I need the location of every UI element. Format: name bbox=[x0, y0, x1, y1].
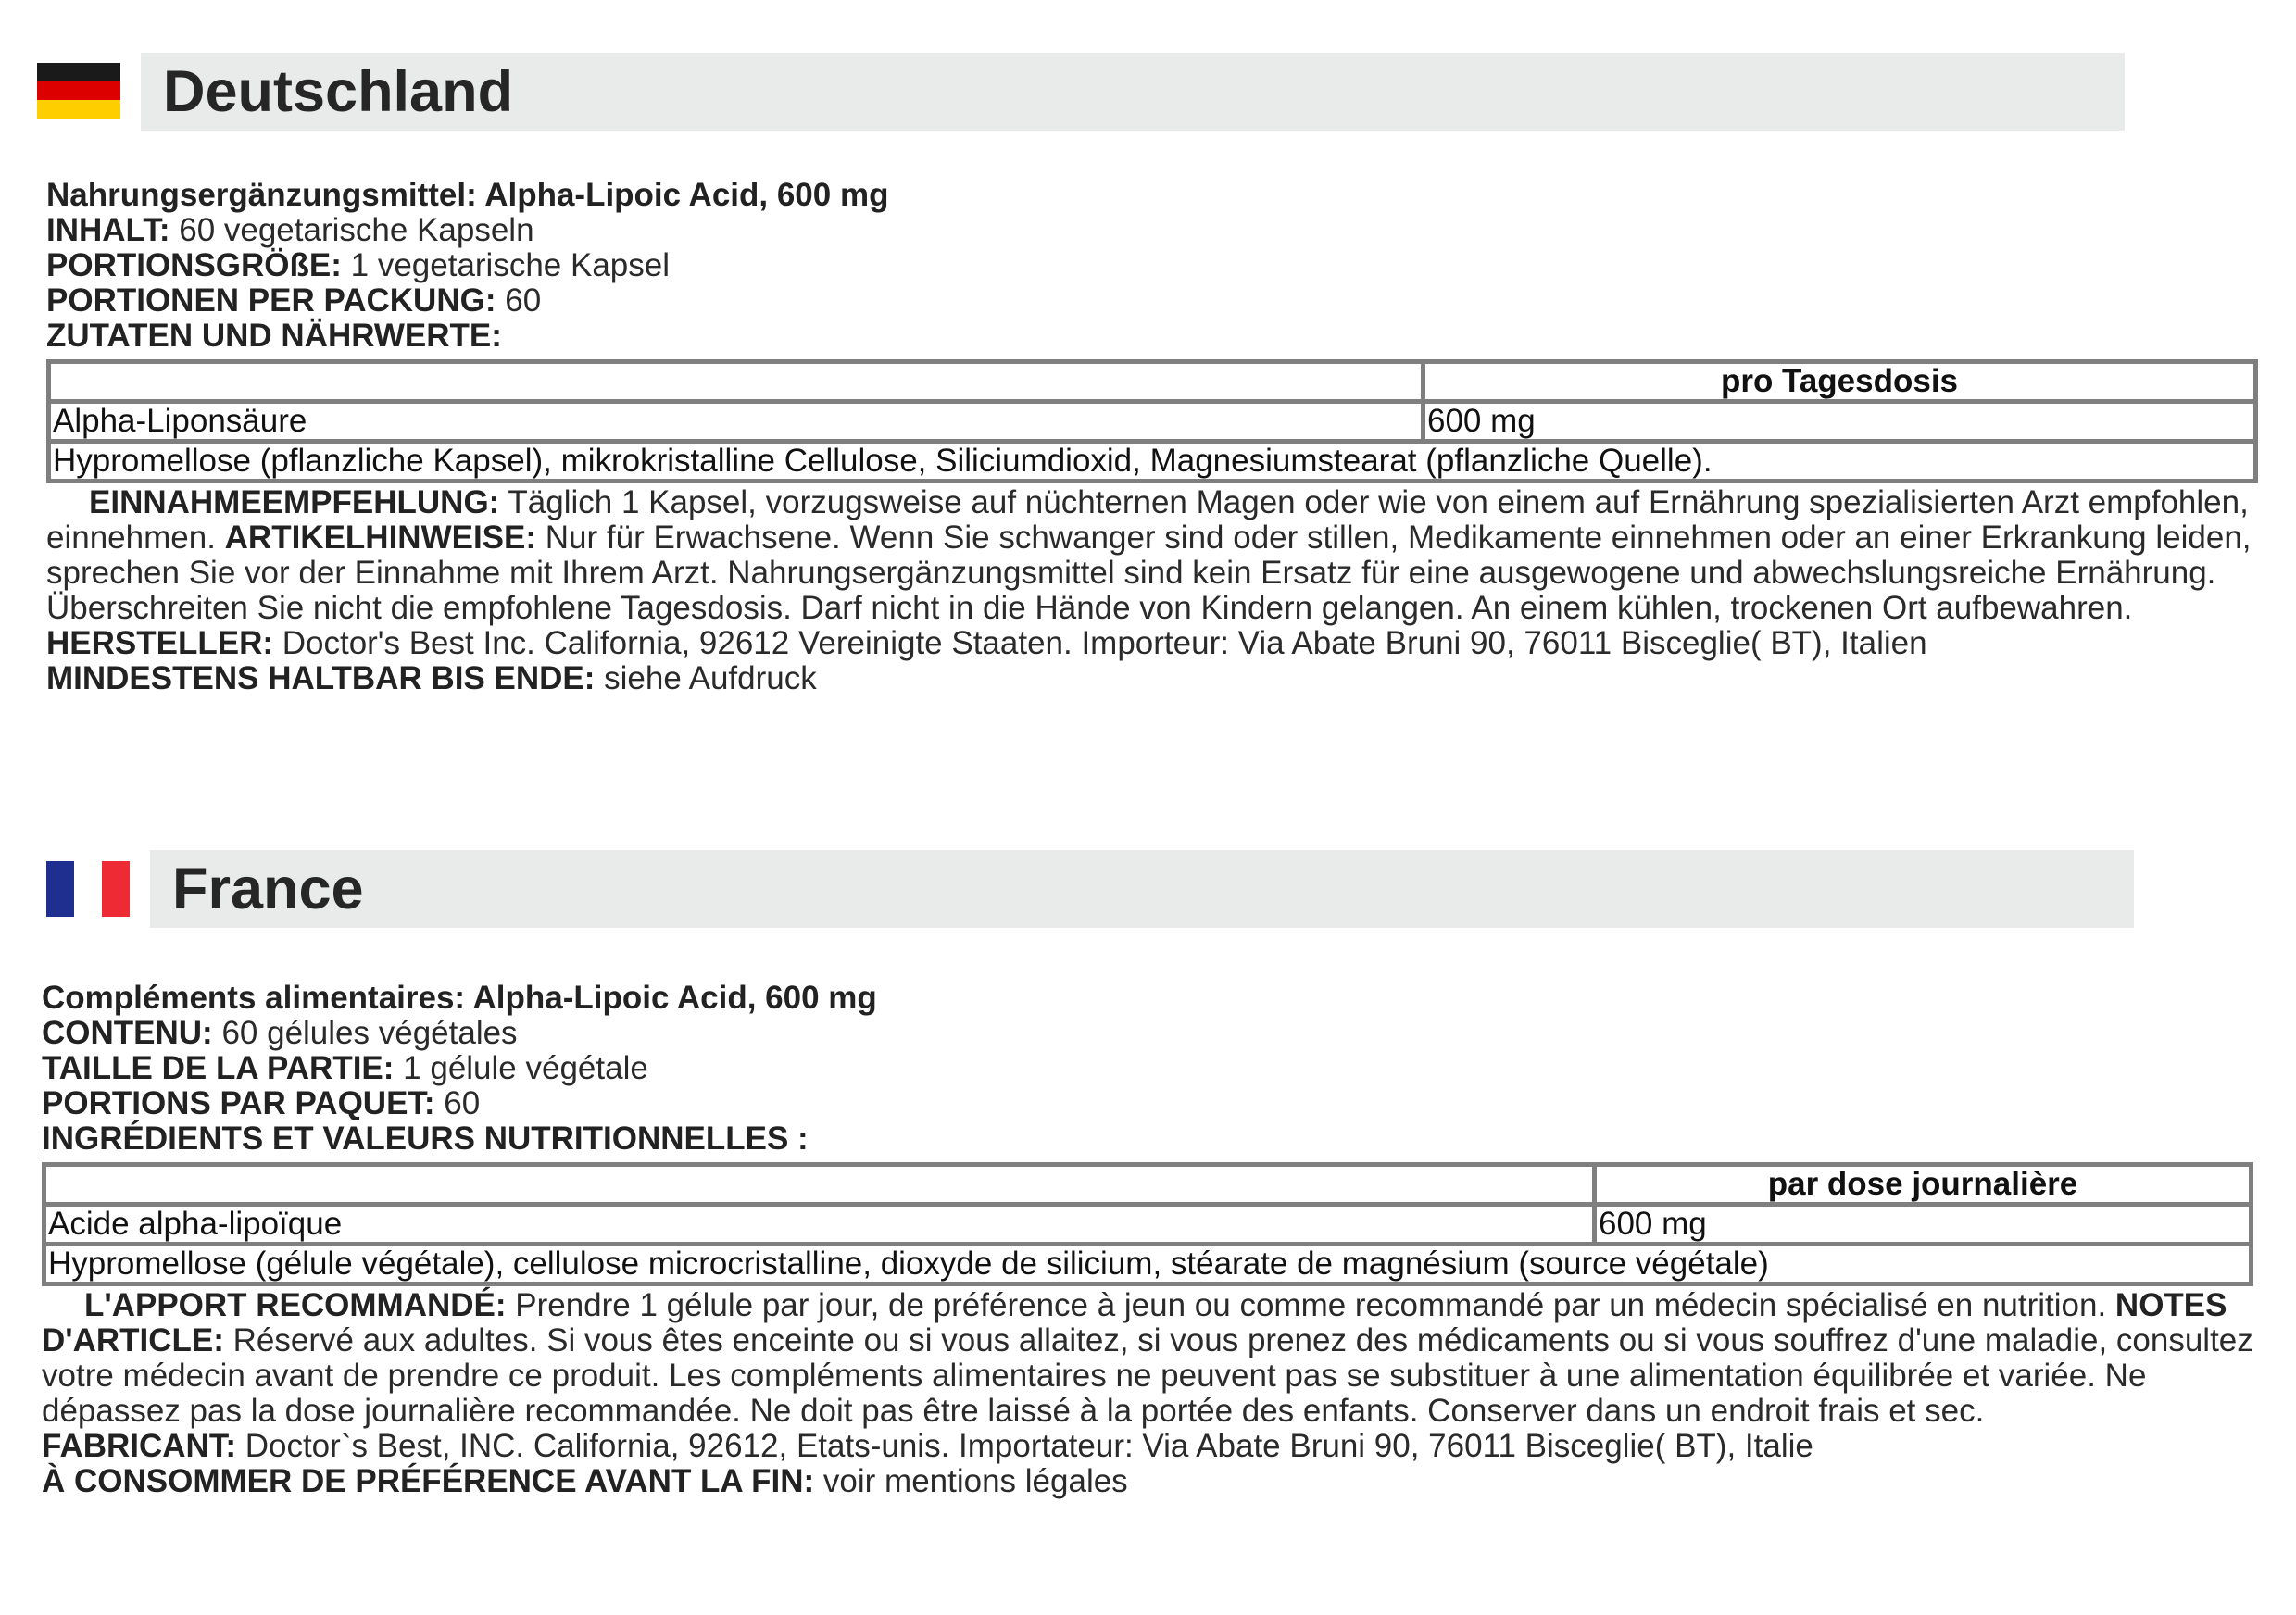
table-cell-other: Hypromellose (pflanzliche Kapsel), mikrokristalline Cellulose, Siliciumdioxid, Magnesiumstearat (pflanzliche Quelle). bbox=[49, 442, 2256, 482]
table-row bbox=[44, 1205, 2252, 1245]
table-cell-value: 600 mg bbox=[1595, 1205, 2252, 1245]
content-line: INHALT: 60 vegetarische Kapseln bbox=[46, 212, 534, 248]
table-empty-cell bbox=[49, 362, 1424, 402]
table-col-header: par dose journalière bbox=[1595, 1165, 2252, 1205]
nutrition-table-de bbox=[46, 359, 2258, 483]
table-empty-cell bbox=[44, 1165, 1595, 1205]
ingredients-heading: ZUTATEN UND NÄHRWERTE: bbox=[46, 318, 502, 354]
section-header-fr bbox=[150, 850, 2134, 928]
table-header-row bbox=[44, 1165, 2252, 1205]
germany-flag-icon bbox=[37, 63, 120, 119]
table-row bbox=[49, 402, 2256, 442]
table-cell-name: Acide alpha-lipoïque bbox=[44, 1205, 1595, 1245]
product-line: Compléments alimentaires: Alpha-Lipoic Acid, 600 mg bbox=[42, 980, 877, 1016]
table-cell-name: Alpha-Liponsäure bbox=[49, 402, 1424, 442]
table-row bbox=[44, 1245, 2252, 1284]
servings-line: PORTIONS PAR PAQUET: 60 bbox=[42, 1085, 481, 1121]
ingredients-heading: INGRÉDIENTS ET VALEURS NUTRITIONNELLES : bbox=[42, 1120, 809, 1157]
bestbefore-line: MINDESTENS HALTBAR BIS ENDE: siehe Aufdruck bbox=[46, 660, 817, 696]
serving-line: PORTIONSGRÖßE: 1 vegetarische Kapsel bbox=[46, 247, 671, 283]
usage-paragraph: EINNAHMEEMPFEHLUNG: Täglich 1 Kapsel, vorzugsweise auf nüchternen Magen oder wie von einem auf Ernährung spezialisierten Arzt empfohlen, einnehmen. ARTIKELHINWEISE: Nur für Erwachsene. Wenn Sie schwanger sind oder stillen, Medikamente einnehmen oder an einer Erkrankung leiden, sprechen Sie vor der Einnahme mit Ihrem Arzt. Nahrungsergänzungsmittel sind kein Ersatz für eine ausgewogene und abwechslungsreiche Ernährung. Überschreiten Sie nicht die empfohlene Tagesdosis. Darf nicht in die Hände von Kindern gelangen. An einem kühlen, trockenen Ort aufbewahren. bbox=[46, 484, 2252, 626]
servings-line: PORTIONEN PER PACKUNG: 60 bbox=[46, 282, 542, 319]
label-block-de bbox=[46, 178, 2269, 696]
section-header-de bbox=[141, 53, 2125, 131]
nutrition-table-fr bbox=[42, 1162, 2253, 1286]
country-title-de: Deutschland bbox=[163, 59, 514, 124]
bestbefore-line: À CONSOMMER DE PRÉFÉRENCE AVANT LA FIN: voir mentions légales bbox=[42, 1463, 1128, 1499]
label-block-fr bbox=[42, 981, 2265, 1499]
france-flag-icon bbox=[46, 861, 130, 917]
usage-paragraph: L'APPORT RECOMMANDÉ: Prendre 1 gélule par jour, de préférence à jeun ou comme recommandé par un médecin spécialisé en nutrition. NOTES D'ARTICLE: Réservé aux adultes. Si vous êtes enceinte ou si vous allaitez, si vous prenez des médicaments ou si vous souffrez d'une maladie, consultez votre médecin avant de prendre ce produit. Les compléments alimentaires ne peuvent pas se substituer à une alimentation équilibrée et variée. Ne dépassez pas la dose journalière recommandée. Ne doit pas être laissé à la portée des enfants. Conserver dans un endroit frais et sec. bbox=[42, 1287, 2253, 1429]
table-cell-value: 600 mg bbox=[1424, 402, 2256, 442]
table-col-header: pro Tagesdosis bbox=[1424, 362, 2256, 402]
maker-line: HERSTELLER: Doctor's Best Inc. California, 92612 Vereinigte Staaten. Importeur: Via Abate Bruni 90, 76011 Bisceglie( BT), Italien bbox=[46, 625, 1927, 661]
table-header-row bbox=[49, 362, 2256, 402]
product-line: Nahrungsergänzungsmittel: Alpha-Lipoic Acid, 600 mg bbox=[46, 177, 889, 213]
serving-line: TAILLE DE LA PARTIE: 1 gélule végétale bbox=[42, 1050, 648, 1086]
maker-line: FABRICANT: Doctor`s Best, INC. California, 92612, Etats-unis. Importateur: Via Abate Bruni 90, 76011 Bisceglie( BT), Italie bbox=[42, 1428, 1813, 1464]
table-row bbox=[49, 442, 2256, 482]
content-line: CONTENU: 60 gélules végétales bbox=[42, 1015, 518, 1051]
country-title-fr: France bbox=[172, 857, 364, 921]
table-cell-other: Hypromellose (gélule végétale), cellulose microcristalline, dioxyde de silicium, stéarate de magnésium (source végétale) bbox=[44, 1245, 2252, 1284]
